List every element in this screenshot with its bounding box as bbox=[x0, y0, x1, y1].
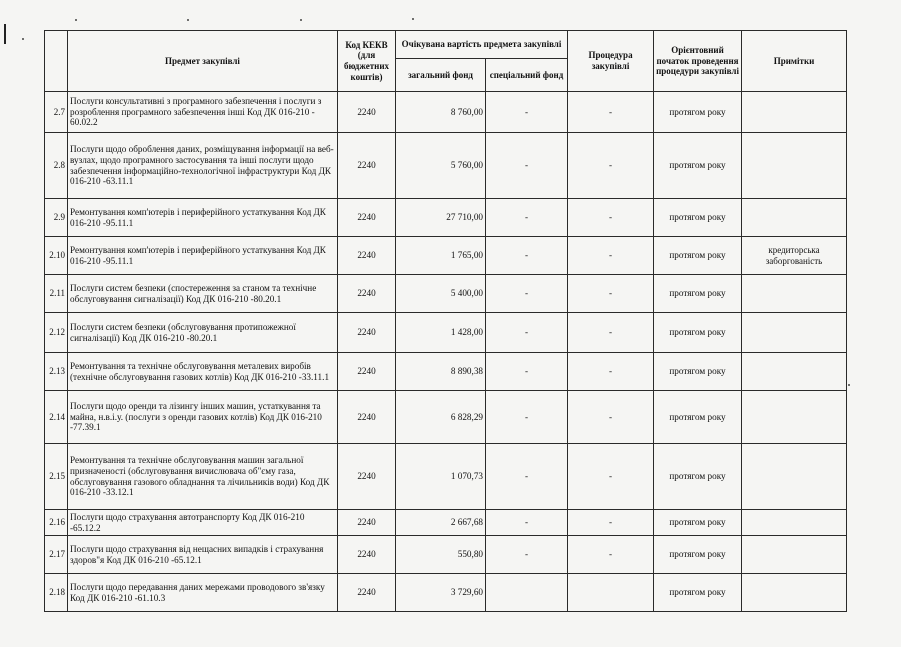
row-start: протягом року bbox=[654, 313, 742, 353]
row-general-fund: 3 729,60 bbox=[396, 574, 486, 612]
table-row bbox=[45, 313, 847, 353]
row-number: 2.13 bbox=[45, 353, 68, 391]
row-note: кредиторська заборгованість bbox=[742, 237, 847, 275]
row-procedure: - bbox=[568, 510, 654, 536]
row-item: Послуги систем безпеки (спостереження за станом та технічне обслуговування сигналізації) Код ДК 016-210 -80.20.1 bbox=[68, 275, 338, 313]
row-number: 2.18 bbox=[45, 574, 68, 612]
row-special-fund: - bbox=[486, 92, 568, 133]
header-special-fund: спеціальний фонд bbox=[486, 59, 568, 92]
row-kekv: 2240 bbox=[338, 275, 396, 313]
table-row bbox=[45, 199, 847, 237]
row-general-fund: 5 400,00 bbox=[396, 275, 486, 313]
row-item: Ремонтування комп'ютерів і периферійного устаткування Код ДК 016-210 -95.11.1 bbox=[68, 237, 338, 275]
row-number: 2.7 bbox=[45, 92, 68, 133]
header-expected-cost: Очікувана вартість предмета закупівлі bbox=[396, 31, 568, 59]
header-kekv: Код КЕКВ (для бюджетних коштів) bbox=[338, 31, 396, 92]
row-number: 2.17 bbox=[45, 536, 68, 574]
scan-edge-mark bbox=[4, 24, 6, 44]
row-procedure: - bbox=[568, 313, 654, 353]
scan-dot bbox=[412, 18, 414, 20]
header-procedure: Процедура закупівлі bbox=[568, 31, 654, 92]
table-row bbox=[45, 237, 847, 275]
row-procedure: - bbox=[568, 275, 654, 313]
row-kekv: 2240 bbox=[338, 510, 396, 536]
row-general-fund: 1 428,00 bbox=[396, 313, 486, 353]
row-item: Послуги щодо передавання даних мережами проводового зв'язку Код ДК 016-210 -61.10.3 bbox=[68, 574, 338, 612]
row-note bbox=[742, 536, 847, 574]
header-item: Предмет закупівлі bbox=[68, 31, 338, 92]
row-general-fund: 550,80 bbox=[396, 536, 486, 574]
row-kekv: 2240 bbox=[338, 133, 396, 199]
row-special-fund: - bbox=[486, 199, 568, 237]
row-note bbox=[742, 133, 847, 199]
row-procedure bbox=[568, 574, 654, 612]
table-row bbox=[45, 133, 847, 199]
scan-dot bbox=[187, 19, 189, 21]
row-start: протягом року bbox=[654, 275, 742, 313]
row-note bbox=[742, 275, 847, 313]
row-general-fund: 27 710,00 bbox=[396, 199, 486, 237]
header-general-fund: загальний фонд bbox=[396, 59, 486, 92]
row-item: Послуги систем безпеки (обслуговування протипожежної сигналізації) Код ДК 016-210 -80.20.1 bbox=[68, 313, 338, 353]
row-procedure: - bbox=[568, 391, 654, 444]
row-number: 2.16 bbox=[45, 510, 68, 536]
table-row bbox=[45, 444, 847, 510]
row-note bbox=[742, 92, 847, 133]
row-procedure: - bbox=[568, 444, 654, 510]
header-start: Орієнтовний початок проведення процедури закупівлі bbox=[654, 31, 742, 92]
row-kekv: 2240 bbox=[338, 391, 396, 444]
table-row bbox=[45, 536, 847, 574]
row-procedure: - bbox=[568, 536, 654, 574]
row-number: 2.12 bbox=[45, 313, 68, 353]
row-note bbox=[742, 574, 847, 612]
header-number bbox=[45, 31, 68, 92]
row-kekv: 2240 bbox=[338, 536, 396, 574]
table-row bbox=[45, 92, 847, 133]
row-general-fund: 1 765,00 bbox=[396, 237, 486, 275]
scan-dot bbox=[22, 38, 24, 40]
table-row bbox=[45, 391, 847, 444]
row-start: протягом року bbox=[654, 391, 742, 444]
row-note bbox=[742, 444, 847, 510]
scan-dot bbox=[848, 384, 850, 386]
row-special-fund: - bbox=[486, 353, 568, 391]
row-general-fund: 1 070,73 bbox=[396, 444, 486, 510]
row-note bbox=[742, 313, 847, 353]
row-kekv: 2240 bbox=[338, 92, 396, 133]
row-procedure: - bbox=[568, 237, 654, 275]
row-special-fund: - bbox=[486, 391, 568, 444]
table-row bbox=[45, 510, 847, 536]
row-start: протягом року bbox=[654, 92, 742, 133]
scan-dot bbox=[300, 19, 302, 21]
row-item: Послуги консультативні з програмного забезпечення і послуги з розроблення програмного забезпечення інші Код ДК 016-210 - 60.02.2 bbox=[68, 92, 338, 133]
row-special-fund: - bbox=[486, 313, 568, 353]
row-item: Послуги щодо оренди та лізингу інших машин, устаткування та майна, н.в.і.у. (послуги з оренди газових котлів) Код ДК 016-210 -77.39.1 bbox=[68, 391, 338, 444]
row-procedure: - bbox=[568, 199, 654, 237]
row-kekv: 2240 bbox=[338, 199, 396, 237]
row-kekv: 2240 bbox=[338, 237, 396, 275]
row-start: протягом року bbox=[654, 536, 742, 574]
row-item: Ремонтування та технічне обслуговування машин загальної призначеності (обслуговування вичислювача об"єму газа, обслуговування газового обладнання та лічильників води) Код ДК 016-210 -33.12.1 bbox=[68, 444, 338, 510]
row-item: Ремонтування комп'ютерів і периферійного устаткування Код ДК 016-210 -95.11.1 bbox=[68, 199, 338, 237]
row-procedure: - bbox=[568, 133, 654, 199]
header-notes: Примітки bbox=[742, 31, 847, 92]
row-start: протягом року bbox=[654, 353, 742, 391]
row-kekv: 2240 bbox=[338, 313, 396, 353]
row-special-fund: - bbox=[486, 133, 568, 199]
row-general-fund: 6 828,29 bbox=[396, 391, 486, 444]
row-number: 2.14 bbox=[45, 391, 68, 444]
row-number: 2.10 bbox=[45, 237, 68, 275]
row-start: протягом року bbox=[654, 133, 742, 199]
row-item: Послуги щодо страхування від нещасних випадків і страхування здоров"я Код ДК 016-210 -65.12.1 bbox=[68, 536, 338, 574]
row-kekv: 2240 bbox=[338, 353, 396, 391]
row-general-fund: 8 760,00 bbox=[396, 92, 486, 133]
row-item: Послуги щодо страхування автотранспорту Код ДК 016-210 -65.12.2 bbox=[68, 510, 338, 536]
row-general-fund: 5 760,00 bbox=[396, 133, 486, 199]
row-special-fund: - bbox=[486, 536, 568, 574]
row-note bbox=[742, 391, 847, 444]
row-note bbox=[742, 510, 847, 536]
row-start: протягом року bbox=[654, 574, 742, 612]
row-number: 2.8 bbox=[45, 133, 68, 199]
row-number: 2.9 bbox=[45, 199, 68, 237]
row-start: протягом року bbox=[654, 199, 742, 237]
row-general-fund: 2 667,68 bbox=[396, 510, 486, 536]
row-general-fund: 8 890,38 bbox=[396, 353, 486, 391]
row-start: протягом року bbox=[654, 237, 742, 275]
row-start: протягом року bbox=[654, 510, 742, 536]
row-special-fund: - bbox=[486, 510, 568, 536]
row-special-fund: - bbox=[486, 444, 568, 510]
row-item: Ремонтування та технічне обслуговування металевих виробів (технічне обслуговування газових котлів) Код ДК 016-210 -33.11.1 bbox=[68, 353, 338, 391]
row-special-fund: - bbox=[486, 237, 568, 275]
row-kekv: 2240 bbox=[338, 574, 396, 612]
row-note bbox=[742, 353, 847, 391]
row-procedure: - bbox=[568, 92, 654, 133]
row-start: протягом року bbox=[654, 444, 742, 510]
row-note bbox=[742, 199, 847, 237]
row-procedure: - bbox=[568, 353, 654, 391]
row-special-fund: - bbox=[486, 275, 568, 313]
row-item: Послуги щодо оброблення даних, розміщування інформації на веб-вузлах, щодо програмного застосування та інші послуги щодо забезпечення інформаційно-технологічної інфраструктури Код ДК 016-210 -63.11.1 bbox=[68, 133, 338, 199]
row-kekv: 2240 bbox=[338, 444, 396, 510]
row-number: 2.11 bbox=[45, 275, 68, 313]
row-number: 2.15 bbox=[45, 444, 68, 510]
table-row bbox=[45, 353, 847, 391]
scan-dot bbox=[75, 19, 77, 21]
table-row bbox=[45, 574, 847, 612]
row-special-fund bbox=[486, 574, 568, 612]
procurement-plan-table bbox=[44, 30, 847, 612]
table-row bbox=[45, 275, 847, 313]
